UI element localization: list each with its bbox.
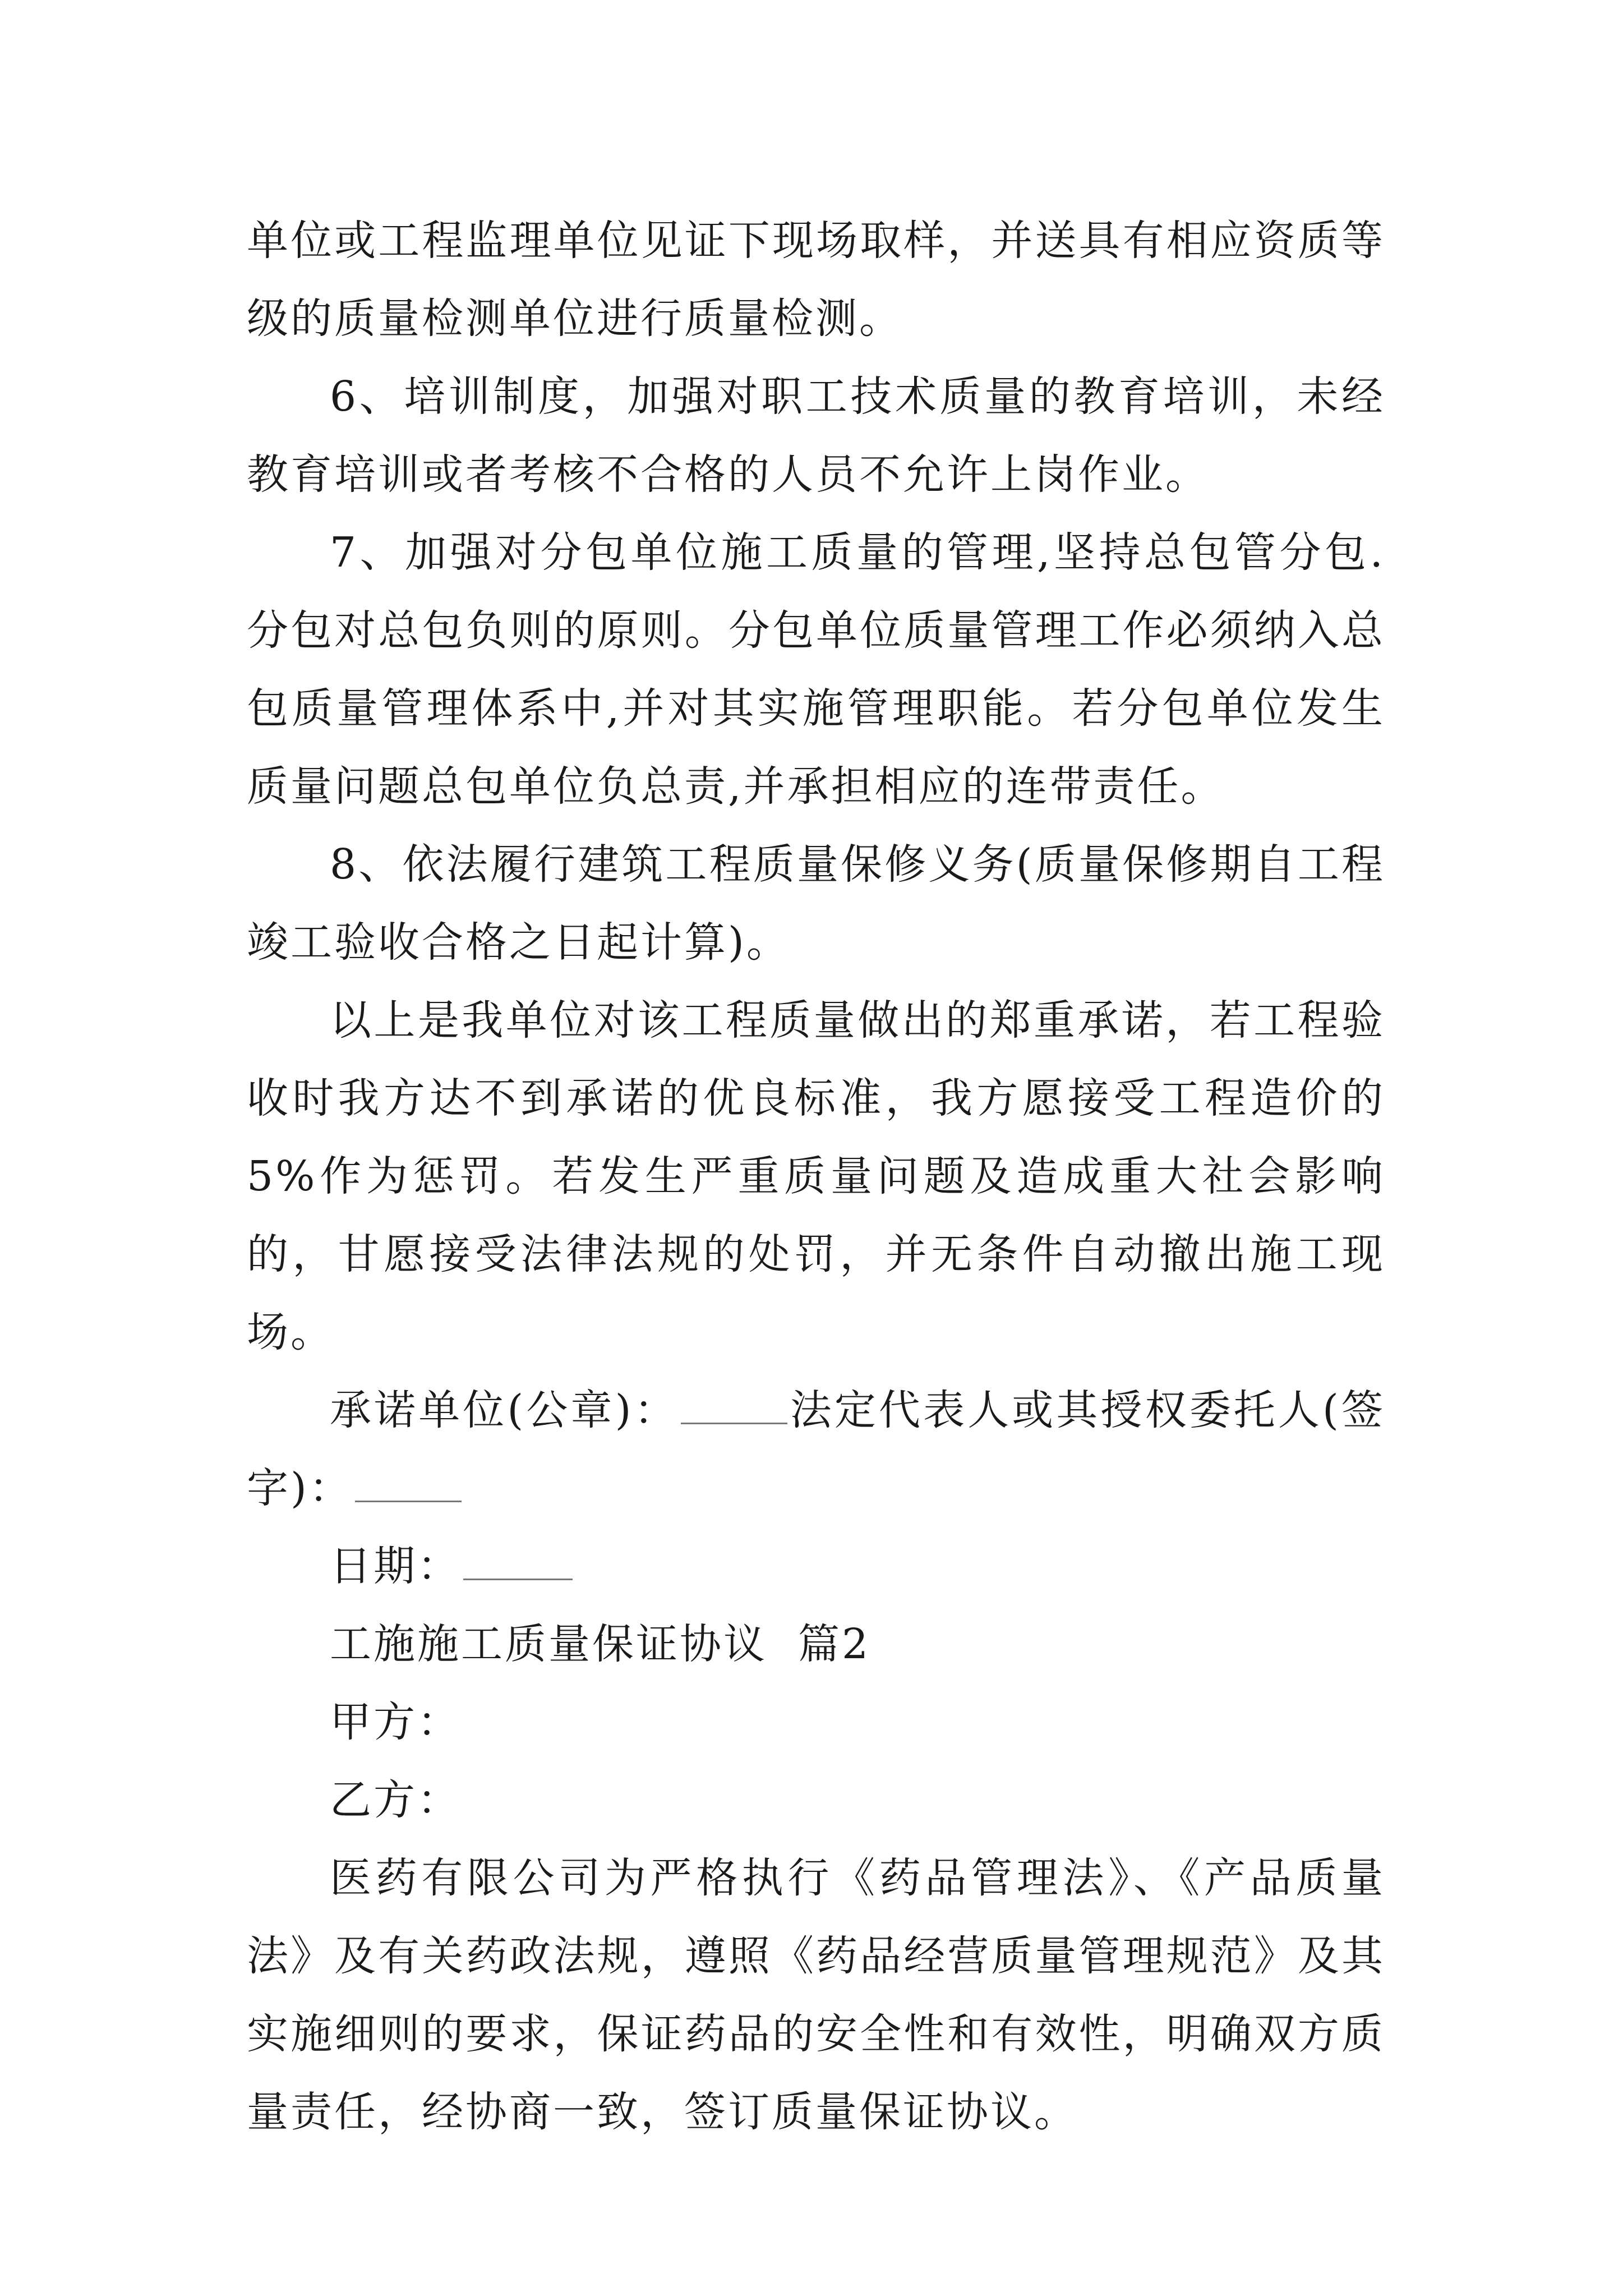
representative-blank [355,1461,462,1502]
signature-line [247,1372,1385,1527]
paragraph-sampling-continuation: 单位或工程监理单位见证下现场取样，并送具有相应资质等级的质量检测单位进行质量检测。 [247,217,1385,343]
paragraph-training-system: 6、培训制度，加强对职工技术质量的教育培训，未经教育培训或者考核不合格的人员不允许上岗作业。 [247,372,1385,499]
paragraph-subcontract-management: 7、加强对分包单位施工质量的管理,坚持总包管分包.分包对总包负则的原则。分包单位质量管理工作必须纳入总包质量管理体系中,并对其实施管理职能。若分包单位发生质量问题总包单位负总责,并承担相应的连带责任。 [247,528,1385,811]
paragraph-commitment-statement: 以上是我单位对该工程质量做出的郑重承诺，若工程验收时我方达不到承诺的优良标准，我方愿接受工程造价的5%作为惩罚。若发生严重质量问题及造成重大社会影响的，甘愿接受法律法规的处罚，并无条件自动撤出施工现场。 [247,996,1385,1356]
party-b-label: 乙方： [330,1776,461,1824]
unit-seal-label: 承诺单位(公章)： [330,1386,679,1434]
section-title: 工施施工质量保证协议 篇2 [330,1620,871,1668]
date-line [247,1527,1385,1605]
date-label: 日期： [330,1542,461,1590]
paragraph-warranty-obligation: 8、依法履行建筑工程质量保修义务(质量保修期自工程竣工验收合格之日起计算)。 [247,840,1385,967]
date-blank [463,1539,573,1580]
document-page [247,202,1385,2151]
unit-seal-blank [681,1383,787,1424]
representative-label: 法定代表人或其授权委托人(签字)： [247,1386,1385,1512]
party-a-label: 甲方： [330,1698,461,1746]
paragraph-agreement-intro: 医药有限公司为严格执行《药品管理法》、《产品质量法》及有关药政法规，遵照《药品经营质量管理规范》及其实施细则的要求，保证药品的安全性和有效性，明确双方质量责任，经协商一致，签订质量保证协议。 [247,1854,1385,2136]
